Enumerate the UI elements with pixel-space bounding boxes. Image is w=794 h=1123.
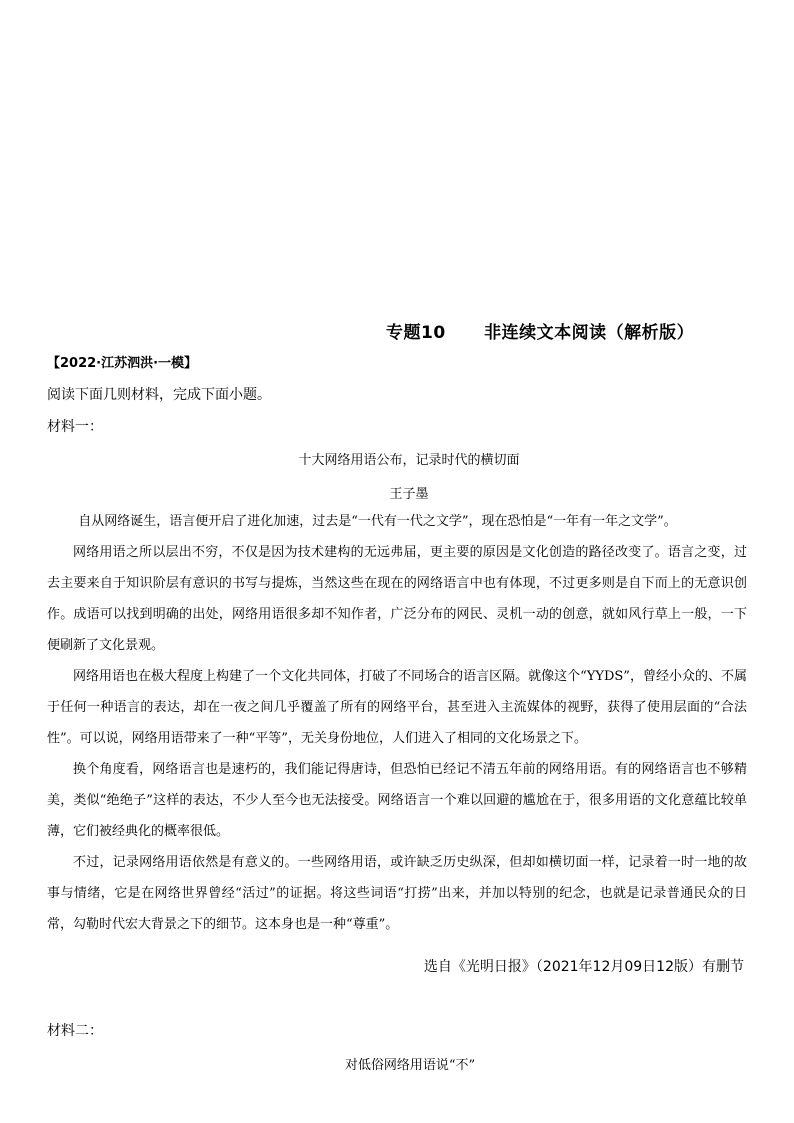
exam-source-tag: 【2022·江苏泗洪·一模】 (47, 356, 198, 371)
instruction-text: 阅读下面几则材料，完成下面小题。 (47, 387, 271, 403)
material-one-citation: 选自《光明日报》（2021年12月09日12版）有删节 (423, 959, 744, 975)
material-one-label: 材料一： (47, 419, 103, 435)
material-one-body (47, 506, 747, 940)
paragraph: 网络用语也在极大程度上构建了一个文化共同体，打破了不同场合的语言区隔。就像这个“YYDS”，曾经小众的、不属于任何一种语言的表达，却在一夜之间几乎覆盖了所有的网络平台，甚至进入主流媒体的视野，获得了使用层面的“合法性”。可以说，网络用语带来了一种“平等”，无关身份地位，人们进入了相同的文化场景之下。 (47, 669, 747, 746)
paragraph: 自从网络诞生，语言便开启了进化加速，过去是“一代有一代之文学”，现在恐怕是“一年有一年之文学”。 (78, 514, 677, 529)
paragraph: 不过，记录网络用语依然是有意义的。一些网络用语，或许缺乏历史纵深，但却如横切面一样，记录着一时一地的故事与情绪，它是在网络世界曾经“活过”的证据。将这些词语“打捞”出来，并加以特别的纪念，也就是记录普通民众的日常，勾勒时代宏大背景之下的细节。这本身也是一种“尊重”。 (47, 855, 747, 932)
paragraph: 网络用语之所以层出不穷，不仅是因为技术建构的无远弗届，更主要的原因是文化创造的路径改变了。语言之变，过去主要来自于知识阶层有意识的书写与提炼，当然这些在现在的网络语言中也有体现，不过更多则是自下而上的无意识创作。成语可以找到明确的出处，网络用语很多却不知作者，广泛分布的网民、灵机一动的创意，就如风行草上一般，一下便刷新了文化景观。 (47, 545, 747, 653)
material-two-article-title: 对低俗网络用语说“不” (344, 1058, 476, 1073)
material-one-author: 王子墨 (389, 487, 429, 502)
document-title: 专题10 非连续文本阅读（解析版） (386, 323, 695, 343)
material-one-article-title: 十大网络用语公布，记录时代的横切面 (298, 453, 520, 468)
paragraph: 换个角度看，网络语言也是速朽的，我们能记得唐诗，但恐怕已经记不清五年前的网络用语。有的网络语言也不够精美，类似“绝绝子”这样的表达，不少人至今也无法接受。网络语言一个难以回避的尴尬在于，很多用语的文化意蕴比较单薄，它们被经典化的概率很低。 (47, 762, 747, 839)
material-two-label: 材料二： (47, 1023, 103, 1039)
